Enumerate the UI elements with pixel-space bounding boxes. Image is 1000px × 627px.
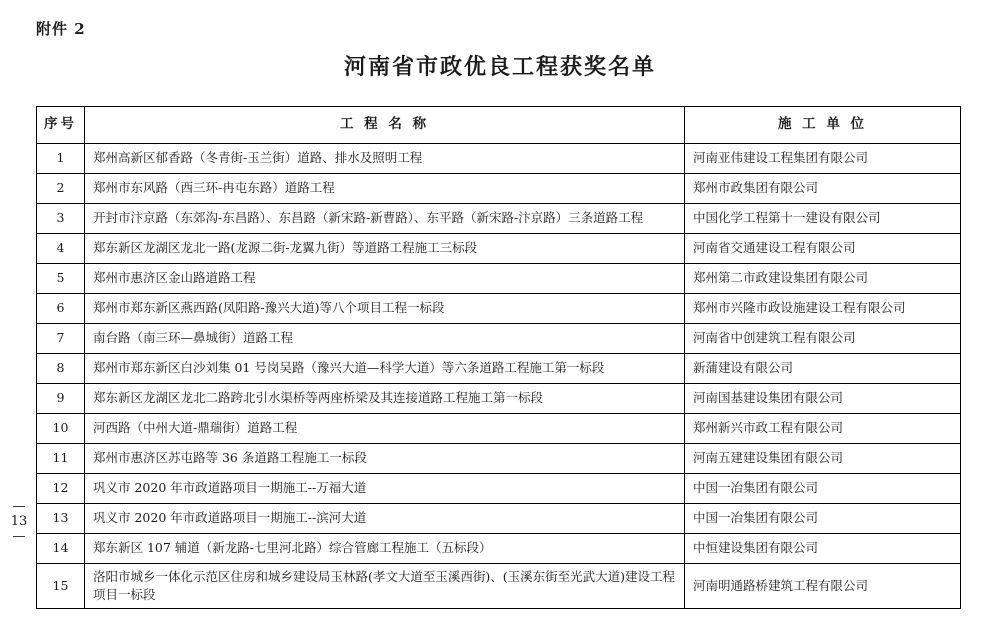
- table-body: [37, 144, 961, 609]
- side-page-number-dash-bottom: —: [12, 528, 26, 544]
- cell-no: 12: [37, 474, 85, 504]
- table-row: [37, 384, 961, 414]
- cell-no: 15: [37, 564, 85, 609]
- table-row: [37, 174, 961, 204]
- column-header-project-name: 工 程 名 称: [85, 107, 685, 144]
- column-header-no: 序号: [37, 107, 85, 144]
- cell-project-name: 郑州市郑东新区燕西路(凤阳路-豫兴大道)等八个项目工程一标段: [85, 294, 685, 324]
- table-row: [37, 564, 961, 609]
- table-row: [37, 324, 961, 354]
- cell-construction-unit: 河南亚伟建设工程集团有限公司: [685, 144, 961, 174]
- cell-construction-unit: 中国一冶集团有限公司: [685, 504, 961, 534]
- cell-project-name: 巩义市 2020 年市政道路项目一期施工--滨河大道: [85, 504, 685, 534]
- cell-project-name: 郑东新区龙湖区龙北二路跨北引水渠桥等两座桥梁及其连接道路工程施工第一标段: [85, 384, 685, 414]
- table-row: [37, 444, 961, 474]
- column-header-construction-unit: 施 工 单 位: [685, 107, 961, 144]
- cell-construction-unit: 河南国基建设集团有限公司: [685, 384, 961, 414]
- cell-construction-unit: 新蒲建设有限公司: [685, 354, 961, 384]
- cell-construction-unit: 郑州第二市政建设集团有限公司: [685, 264, 961, 294]
- cell-project-name: 洛阳市城乡一体化示范区住房和城乡建设局玉林路(孝文大道至玉溪西街)、(玉溪东街至光武大道)建设工程项目一标段: [85, 564, 685, 609]
- cell-no: 9: [37, 384, 85, 414]
- cell-no: 11: [37, 444, 85, 474]
- cell-project-name: 巩义市 2020 年市政道路项目一期施工--万福大道: [85, 474, 685, 504]
- table-row: [37, 264, 961, 294]
- cell-project-name: 郑州市惠济区苏屯路等 36 条道路工程施工一标段: [85, 444, 685, 474]
- cell-no: 1: [37, 144, 85, 174]
- cell-project-name: 郑州市东风路（西三环-冉屯东路）道路工程: [85, 174, 685, 204]
- cell-project-name: 郑州市郑东新区白沙刘集 01 号岗吴路（豫兴大道—科学大道）等六条道路工程施工第一标段: [85, 354, 685, 384]
- table-row: [37, 504, 961, 534]
- cell-construction-unit: 郑州市兴隆市政设施建设工程有限公司: [685, 294, 961, 324]
- cell-project-name: 开封市汴京路（东郊沟-东昌路）、东昌路（新宋路-新曹路）、东平路（新宋路-汴京路）三条道路工程: [85, 204, 685, 234]
- cell-no: 2: [37, 174, 85, 204]
- table-row: [37, 204, 961, 234]
- cell-project-name: 郑州市惠济区金山路道路工程: [85, 264, 685, 294]
- cell-construction-unit: 河南五建建设集团有限公司: [685, 444, 961, 474]
- cell-no: 5: [37, 264, 85, 294]
- cell-no: 3: [37, 204, 85, 234]
- cell-no: 14: [37, 534, 85, 564]
- table-row: [37, 534, 961, 564]
- cell-no: 8: [37, 354, 85, 384]
- table-row: [37, 474, 961, 504]
- cell-no: 6: [37, 294, 85, 324]
- cell-construction-unit: 中国一冶集团有限公司: [685, 474, 961, 504]
- attachment-label: 附件 2: [36, 20, 86, 38]
- cell-no: 7: [37, 324, 85, 354]
- cell-construction-unit: 河南明通路桥建筑工程有限公司: [685, 564, 961, 609]
- page-title: 河南省市政优良工程获奖名单: [343, 54, 656, 80]
- table-row: [37, 354, 961, 384]
- cell-construction-unit: 河南省中创建筑工程有限公司: [685, 324, 961, 354]
- table-row: [37, 414, 961, 444]
- table-header-row: [37, 107, 961, 144]
- cell-project-name: 南台路（南三环—鼻城街）道路工程: [85, 324, 685, 354]
- cell-project-name: 河西路（中州大道-鼎瑞街）道路工程: [85, 414, 685, 444]
- table-row: [37, 294, 961, 324]
- table-row: [37, 144, 961, 174]
- cell-project-name: 郑东新区 107 辅道（新龙路-七里河北路）综合管廊工程施工（五标段）: [85, 534, 685, 564]
- cell-construction-unit: 郑州新兴市政工程有限公司: [685, 414, 961, 444]
- side-page-number-value: 13: [10, 513, 28, 529]
- cell-no: 10: [37, 414, 85, 444]
- cell-construction-unit: 中恒建设集团有限公司: [685, 534, 961, 564]
- cell-construction-unit: 河南省交通建设工程有限公司: [685, 234, 961, 264]
- table-row: [37, 234, 961, 264]
- side-page-number: [8, 500, 30, 545]
- award-list-table: [36, 106, 961, 609]
- cell-no: 13: [37, 504, 85, 534]
- side-page-number-dash-top: —: [12, 499, 26, 514]
- cell-construction-unit: 中国化学工程第十一建设有限公司: [685, 204, 961, 234]
- cell-no: 4: [37, 234, 85, 264]
- cell-project-name: 郑州高新区郁香路（冬青街-玉兰街）道路、排水及照明工程: [85, 144, 685, 174]
- cell-project-name: 郑东新区龙湖区龙北一路(龙源二街-龙翼九街）等道路工程施工三标段: [85, 234, 685, 264]
- cell-construction-unit: 郑州市政集团有限公司: [685, 174, 961, 204]
